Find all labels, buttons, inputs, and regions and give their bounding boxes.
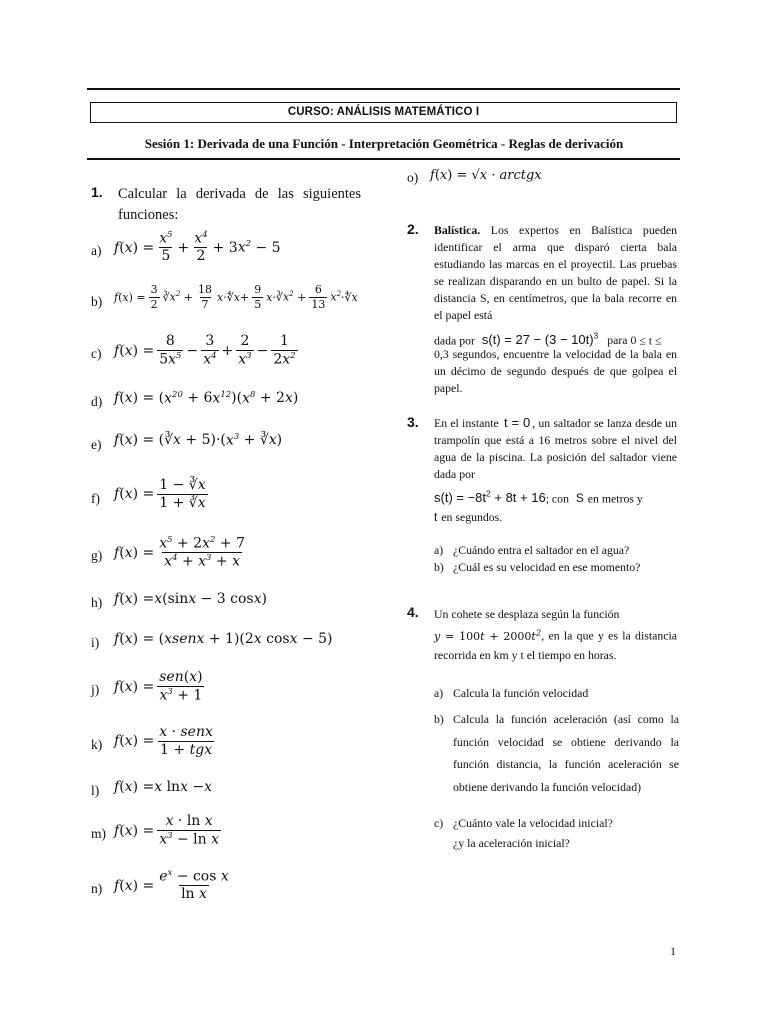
formula-i: f ( x ) = ( xsenx + 1)(2 x cos x − 5) [114, 631, 333, 647]
formula-b: f ( x ) = $\frac{3}{2}$ ∛ $x^2$ + $\frac{18}{7}$ x ·∜ x + $\frac{9}{5}$ x ·∛ $x^2$ + $\frac{6}{13}$ $x^2$ ·∜ x [114, 283, 358, 311]
formula-d: f ( x ) = ( $x^{20}$ + 6 $x^{12}$ )( $x^8$ + 2 x ) [114, 390, 299, 407]
problem-3-units: t en segundos. [434, 510, 503, 524]
course-title: CURSO: ANÁLISIS MATEMÁTICO I [90, 102, 677, 123]
problem-3-number: 3. [407, 414, 419, 430]
problem-1-number: 1. [91, 184, 103, 200]
problem-3-text: En el instante t = 0 , un saltador se lanza desde un trampolín que está a 16 metros sobre el nivel del agua de la piscina. La posición del saltador viene dada por [434, 415, 677, 481]
problem-2-dada: dada por [434, 333, 475, 348]
formula-a: f ( x ) = $\frac{x^5}{5}$ + $\frac{x^4}{2}$ + 3 $x^2$ − 5 [114, 230, 281, 265]
item-label-g: g) [91, 548, 103, 563]
problem-4-question-b: b) Calcula la función aceleración (así como la función velocidad se obtiene derivando la función distancia, la función aceleración se obtiene derivando la función velocidad) [434, 712, 679, 794]
problem-1-intro: Calcular la derivada de las siguientes funciones: [118, 186, 361, 223]
formula-g: f ( x ) = $\frac{x^5 + 2x^2 + 7}{x^4 + x^3 + x}$ [114, 535, 245, 570]
item-label-c: c) [91, 346, 102, 361]
formula-k: f ( x ) = x · senx 1 + tgx [114, 724, 213, 758]
problem-2-title: Balística. [434, 223, 481, 237]
problem-3-question-a: a) ¿Cuándo entra el saltador en el agua? [434, 543, 630, 557]
item-label-f: f) [91, 491, 100, 506]
item-label-e: e) [91, 437, 102, 452]
problem-4-number: 4. [407, 604, 419, 620]
formula-n: f ( x ) = $\frac{e^x - \cos x}{\text{ln x}}$ [114, 868, 229, 903]
item-label-a: a) [91, 243, 102, 258]
formula-j: f ( x ) = sen(x) $x^3 + 1$ [114, 669, 203, 704]
problem-2-formula-line: dada por $s(t) = 27 - (3 - 10t)^3$ para 0 ≤ t ≤ [434, 331, 662, 348]
problem-4-question-c2: ¿y la aceleración inicial? [453, 836, 570, 850]
formula-m: f ( x ) = $\frac{\text{x · ln x}}{x^3 - \ln x}$ [114, 813, 220, 848]
page-number: 1 [670, 944, 676, 958]
formula-f: f ( x ) = $\frac{1 - ∛x}{1 + ∛x}$ [114, 477, 206, 511]
session-title: Sesión 1: Derivada de una Función - Interpretación Geométrica - Reglas de derivación [144, 136, 624, 151]
formula-o: f(x) = √x · arctgx [430, 168, 542, 183]
item-label-n: n) [91, 881, 103, 896]
problem-2-text-2: 0,3 segundos, encuentre la velocidad de la bala en un décimo de segundo después de que golpea el papel. [434, 347, 677, 395]
problem-4-formula: $y = 100t + 2000t^2$ [434, 628, 542, 643]
problem-2-formula: $s(t) = 27 - (3 - 10t)^3$ [481, 331, 599, 348]
problem-3-formula: $s(t) = -8t^2 + 8t + 16$ [434, 489, 546, 506]
item-label-i: i) [91, 635, 100, 650]
problem-2-body: Los expertos en Balística pueden identificar el arma que disparó cierta bala estudiando las marcas en el proyectil. Las pruebas se realizan disparando en un bulto de papel. Si la distancia S, en centímetros, que la bala recorre en el papel está [434, 223, 677, 322]
problem-4-text-1: Un cohete se desplaza según la función [434, 607, 620, 621]
problem-4-question-c: c) ¿Cuánto vale la velocidad inicial? [434, 816, 613, 830]
problem-3-question-b: b) ¿Cuál es su velocidad en ese momento? [434, 560, 641, 574]
formula-h: f ( x ) = x (sin x − 3 cos x ) [114, 591, 267, 607]
formula-e: f ( x ) = (∛ x + 5)·( $x^3$ + ∛ x ) [114, 432, 283, 449]
problem-2-para: para 0 [607, 333, 637, 348]
formula-l: f ( x ) = x ln x − x [114, 779, 213, 795]
formula-c: f ( x ) = $\frac{8}{5x^5}$ − $\frac{3}{x^4}$ + $\frac{2}{x^3}$ − $\frac{1}{2x^2}$ [114, 333, 296, 368]
top-rule [87, 88, 680, 90]
problem-2-text [434, 222, 677, 324]
section-rule [87, 158, 680, 160]
item-label-h: h) [91, 595, 103, 610]
problem-4-question-a: a) Calcula la función velocidad [434, 686, 589, 700]
item-label-j: j) [91, 682, 100, 697]
item-label-k: k) [91, 737, 103, 752]
problem-3-formula-line: $s(t) = -8t^2 + 8t + 16$; con S en metros y [434, 489, 643, 506]
item-label-d: d) [91, 394, 103, 409]
item-label-b: b) [91, 294, 103, 309]
item-label-m: m) [91, 826, 106, 841]
problem-2-number: 2. [407, 221, 419, 237]
problem-4-text-2: $y = 100t + 2000t^2$, en la que y es la distancia recorrida en km y t el tiempo en horas. [434, 628, 677, 662]
item-label-o: o) [407, 170, 419, 185]
item-label-l: l) [91, 783, 100, 798]
